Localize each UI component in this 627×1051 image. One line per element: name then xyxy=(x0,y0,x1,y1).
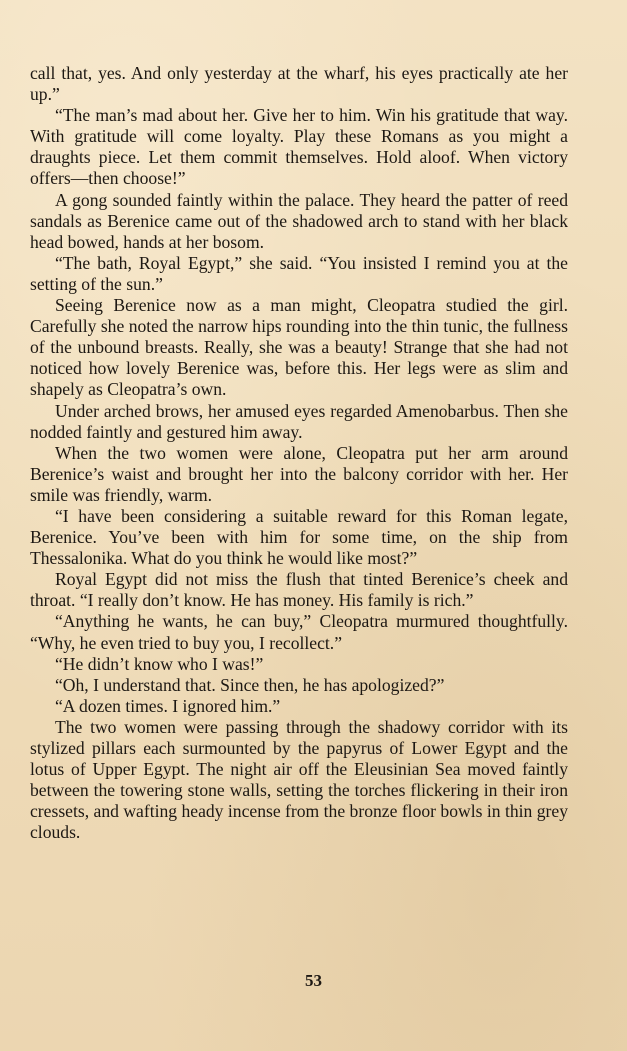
page-number: 53 xyxy=(305,971,322,990)
body-text xyxy=(30,63,568,843)
paragraph-10: “Anything he wants, he can buy,” Cleopatra murmured thoughtfully. “Why, he even tried to buy you, I recollect.” xyxy=(30,611,568,653)
paragraph-8: “I have been considering a suitable reward for this Roman legate, Berenice. You’ve been with him for some time, on the ship from Thessalonika. What do you think he would like most?” xyxy=(30,505,568,569)
paragraph-11: “He didn’t know who I was!” xyxy=(55,653,264,674)
paragraph-14: The two women were passing through the shadowy corridor with its stylized pillars each surmounted by the papyrus of Lower Egypt and the lotus of Upper Egypt. The night air off the Eleusinian Sea moved faintly between the towering stone walls, setting the torches flickering in their iron cressets, and wafting heady incense from the bronze floor bowls in thin grey clouds. xyxy=(30,716,568,843)
paragraph-4: “The bath, Royal Egypt,” she said. “You insisted I remind you at the setting of the sun.” xyxy=(30,252,568,294)
paragraph-5: Seeing Berenice now as a man might, Cleopatra studied the girl. Carefully she noted the narrow hips rounding into the thin tunic, the fullness of the unbound breasts. Really, she was a beauty! Strange that she had not noticed how lovely Berenice was, before this. Her legs were as slim and shapely as Cleopatra’s own. xyxy=(30,295,568,400)
paragraph-9: Royal Egypt did not miss the flush that tinted Berenice’s cheek and throat. “I really don’t know. He has money. His family is rich.” xyxy=(30,569,568,611)
paragraph-1: call that, yes. And only yesterday at the wharf, his eyes practically ate her up.” xyxy=(30,63,568,105)
paragraph-13: “A dozen times. I ignored him.” xyxy=(55,695,281,716)
paragraph-7: When the two women were alone, Cleopatra put her arm around Berenice’s waist and brought her into the balcony corridor with her. Her smile was friendly, warm. xyxy=(30,442,568,505)
paragraph-6: Under arched brows, her amused eyes regarded Amenobarbus. Then she nodded faintly and gestured him away. xyxy=(30,400,568,442)
paragraph-3: A gong sounded faintly within the palace. They heard the patter of reed sandals as Berenice came out of the shadowed arch to stand with her black head bowed, hands at her bosom. xyxy=(30,189,568,252)
paragraph-2: “The man’s mad about her. Give her to him. Win his gratitude that way. With gratitude will come loyalty. Play these Romans as you might a draughts piece. Let them commit themselves. Hold aloof. When victory offers—then choose!” xyxy=(30,105,568,189)
paragraph-12: “Oh, I understand that. Since then, he has apologized?” xyxy=(55,674,445,695)
